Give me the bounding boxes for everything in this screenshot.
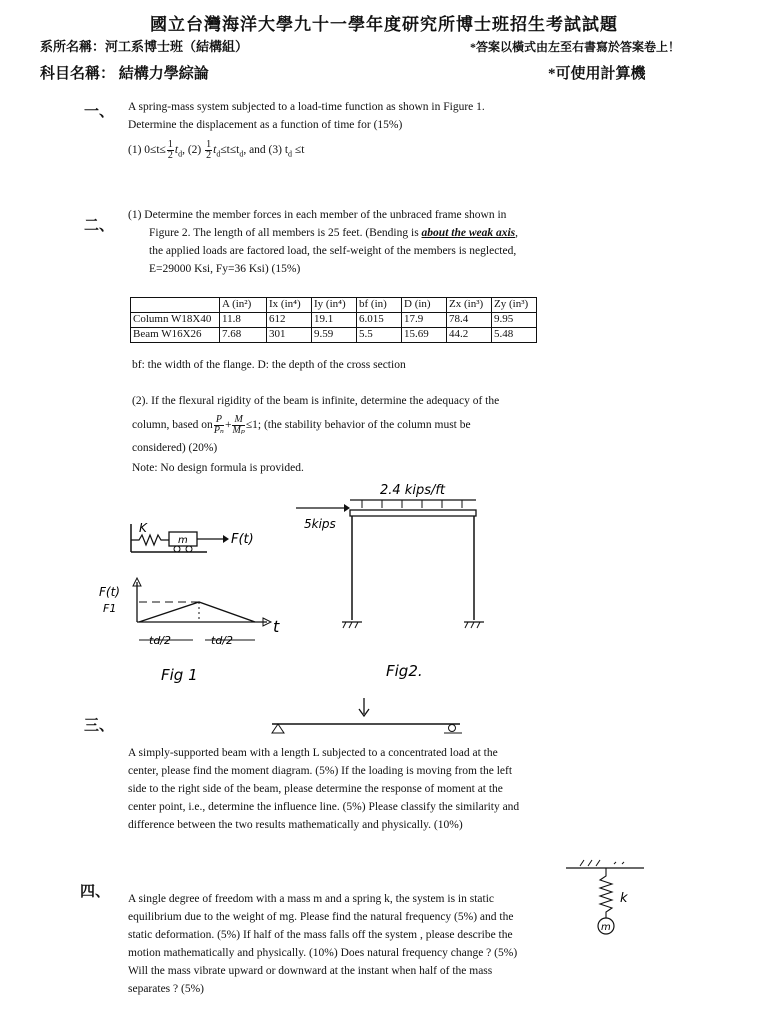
table-row <box>131 328 537 343</box>
question-2-note: Note: No design formula is provided. <box>132 462 304 474</box>
table-cell: 78.4 <box>447 313 492 328</box>
question-2-line: E=29000 Ksi, Fy=36 Ksi) (15%) <box>149 263 301 275</box>
question-2-number: 二、 <box>84 218 115 234</box>
table-header-cell: Zx (in³) <box>447 298 492 313</box>
question-1-line: Determine the displacement as a function of time for (15%) <box>128 119 403 131</box>
question-1-line: A spring-mass system subjected to a load-time function as shown in Figure 1. <box>128 101 485 113</box>
question-2-line: (1) Determine the member forces in each member of the unbraced frame shown in <box>128 209 507 221</box>
question-3-beam-figure <box>266 696 466 740</box>
question-4-line: equilibrium due to the weight of mg. Please find the natural frequency (5%) and the <box>128 911 514 923</box>
fig1-wheel <box>174 546 180 552</box>
q4-m-label: m <box>601 922 611 933</box>
fig1-f1-label: F1 <box>103 602 117 615</box>
figure-2 <box>290 478 500 688</box>
fig1-t-label: t <box>273 617 280 636</box>
half-fraction: $\frac{1}{2}$ <box>206 139 212 161</box>
fig1-wheel <box>186 546 192 552</box>
fig1-mass-label: m <box>178 535 188 546</box>
axial-ratio-fraction: $\frac{P}{\text{Pₙ}}$ <box>213 414 224 436</box>
table-header-cell: Iy (in⁴) <box>312 298 357 313</box>
table-footnote: bf: the width of the flange. D: the depth of the cross section <box>132 359 406 371</box>
table-cell: 7.68 <box>220 328 267 343</box>
question-2-part2-line: (2). If the flexural rigidity of the beam is infinite, determine the adequacy of the <box>132 395 500 407</box>
fig1-axis-label: F(t) <box>99 585 120 599</box>
half-fraction: $\frac{1}{2}$ <box>167 139 173 161</box>
exam-title: 國立台灣海洋大學九十一學年度研究所博士班招生考試試題 <box>150 15 618 34</box>
table-cell: 17.9 <box>402 313 447 328</box>
fig1-spring <box>131 535 169 545</box>
question-4-line: static deformation. (5%) If half of the mass falls off the system , please describe the <box>128 929 513 941</box>
question-3-text <box>128 744 519 834</box>
question-4-line: separates ? (5%) <box>128 983 204 995</box>
section-properties-table <box>130 297 537 343</box>
question-1-number: 一、 <box>84 104 115 120</box>
fig1-caption: Fig 1 <box>161 666 198 684</box>
question-2-part2 <box>132 391 499 478</box>
question-4-line: Will the mass vibrate upward or downward at the instant when half of the mass <box>128 965 493 977</box>
table-header-cell: bf (in) <box>357 298 402 313</box>
fig2-lateral-arrowhead <box>344 504 350 512</box>
table-cell: 612 <box>267 313 312 328</box>
fig1-td-right: td/2 <box>211 634 233 647</box>
question-2-part2-line: considered) (20%) <box>132 442 218 454</box>
table-header-row <box>131 298 537 313</box>
fig2-lateral-label: 5kips <box>304 517 336 531</box>
table-cell: 9.95 <box>492 313 537 328</box>
fig2-load-label: 2.4 kips/ft <box>380 483 446 498</box>
fig2-beam <box>350 510 476 516</box>
table-cell: 19.1 <box>312 313 357 328</box>
question-4-text <box>128 890 517 998</box>
question-4-line: A single degree of freedom with a mass m and a spring k, the system is in static <box>128 893 495 905</box>
table-cell: 5.5 <box>357 328 402 343</box>
table-header-cell: Zy (in³) <box>492 298 537 313</box>
fig2-udl-arrows <box>362 500 462 508</box>
table-cell: 9.59 <box>312 328 357 343</box>
question-3-number: 三、 <box>84 718 115 734</box>
question-3-line: A simply-supported beam with a length L subjected to a concentrated load at the <box>128 747 498 759</box>
q3-roller-support <box>449 725 456 732</box>
table-header-cell: Ix (in⁴) <box>267 298 312 313</box>
table-cell: Column W18X40 <box>131 313 220 328</box>
subject-label: 科目名稱： 結構力學綜論 <box>40 66 209 82</box>
moment-ratio-fraction: $\frac{M}{\text{Mₚ}}$ <box>232 414 245 436</box>
table-cell: Beam W16X26 <box>131 328 220 343</box>
weak-axis-emphasis: about the weak axis <box>421 227 516 239</box>
fig1-force-arrowhead <box>223 535 229 543</box>
table-header-cell: D (in) <box>402 298 447 313</box>
question-3-line: side to the right side of the beam, please determine the response of moment at the <box>128 783 503 795</box>
question-3-line: center, please find the moment diagram. (5%) If the loading is moving from the left <box>128 765 513 777</box>
table-cell: 44.2 <box>447 328 492 343</box>
figure-1 <box>95 510 315 690</box>
table-cell: 15.69 <box>402 328 447 343</box>
table-cell: 5.48 <box>492 328 537 343</box>
question-1-text <box>128 98 485 163</box>
fig1-triangle-load <box>139 602 255 622</box>
fig1-k-label: K <box>139 521 147 535</box>
table-header-cell: A (in²) <box>220 298 267 313</box>
question-2-line: the applied loads are factored load, the self-weight of the members is neglected, <box>149 245 517 257</box>
fig1-force-label: F(t) <box>231 532 254 547</box>
question-4-number: 四、 <box>80 884 111 900</box>
answer-note: *答案以橫式由左至右書寫於答案卷上！ <box>470 40 681 54</box>
question-3-line: difference between the two results mathematically and physically. (10%) <box>128 819 463 831</box>
fig2-support-hatches <box>343 622 480 628</box>
calculator-note: *可使用計算機 <box>548 66 646 82</box>
question-4-line: motion mathematically and physically. (10%) Does natural frequency change ? (5%) <box>128 947 518 959</box>
question-1-ranges: (1) 0≤t≤ $\frac{1}{2}$ $t_d$, (2) $\frac{1}{2}$ $t_d\le t\le t_d$, and (3) $t_d \le t$ <box>128 139 305 161</box>
question-2-part2-line: column, based on $\frac{P}{\text{Pₙ}}$ + $\frac{M}{\text{Mₚ}}$ ≤1; (the stability behavior of the column must be <box>132 414 471 436</box>
fig2-caption: Fig2. <box>386 662 423 680</box>
q4-ceiling-hatch <box>580 860 624 866</box>
q3-pin-support <box>272 724 284 733</box>
q4-k-label: k <box>620 891 628 906</box>
q4-spring <box>600 868 612 918</box>
question-2-line: Figure 2. The length of all members is 25 feet. (Bending is about the weak axis, <box>149 227 519 239</box>
fig1-td-left: td/2 <box>149 634 171 647</box>
question-2-part1 <box>128 206 518 278</box>
table-cell: 301 <box>267 328 312 343</box>
department-label: 系所名稱：河工系博士班（結構組） <box>40 39 249 54</box>
table-cell: 11.8 <box>220 313 267 328</box>
table-row <box>131 313 537 328</box>
question-3-line: center point, i.e., determine the influence line. (5%) Please classify the similarity and <box>128 801 520 813</box>
table-header-cell <box>131 298 220 313</box>
table-cell: 6.015 <box>357 313 402 328</box>
question-4-spring-mass-figure <box>560 856 650 946</box>
section-properties-table-wrap <box>130 297 537 343</box>
